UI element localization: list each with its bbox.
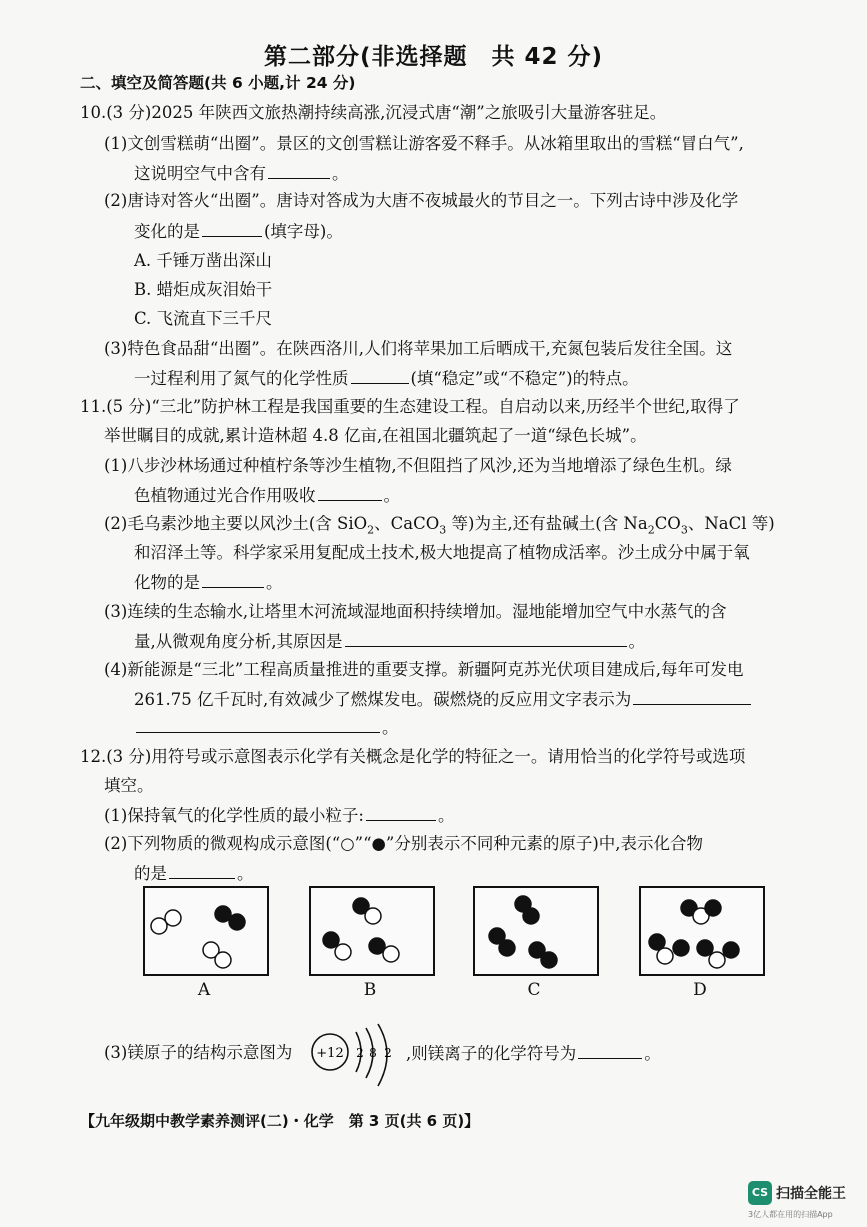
watermark-tagline: 3亿人都在用的扫描App xyxy=(748,1210,833,1219)
q12-part3-suffix: ,则镁离子的化学符号为 。 xyxy=(406,1044,661,1063)
answer-blank[interactable] xyxy=(318,484,382,501)
answer-blank[interactable] xyxy=(169,862,235,879)
q10-part3-line2: 一过程利用了氮气的化学性质 (填“稳定”或“不稳定”)的特点。 xyxy=(134,369,639,388)
q10-option-b: B. 蜡炬成灰泪始干 xyxy=(134,280,273,299)
diagram-label-b: B xyxy=(363,980,377,1000)
diagram-label-c: C xyxy=(527,980,541,1000)
q12-stem-line1: 12.(3 分)用符号或示意图表示化学有关概念是化学的特征之一。请用恰当的化学符号或选项 xyxy=(80,747,746,766)
q11-part4-line2: 261.75 亿千瓦时,有效减少了燃煤发电。碳燃烧的反应用文字表示为 xyxy=(134,688,753,711)
answer-blank[interactable] xyxy=(202,571,264,588)
answer-blank[interactable] xyxy=(578,1042,642,1059)
q10-option-c: C. 飞流直下三千尺 xyxy=(134,309,273,328)
q10-part1-line2: 这说明空气中含有 。 xyxy=(134,164,349,183)
q12-part2-line1: (2)下列物质的微观构成示意图(“○”“●”分别表示不同种元素的原子)中,表示化合物 xyxy=(104,834,704,853)
atom-shells-graphic xyxy=(308,1022,408,1092)
diagram-box-b xyxy=(309,886,435,976)
shell-3-count: 2 xyxy=(384,1046,392,1060)
answer-blank[interactable] xyxy=(345,630,627,647)
camscanner-logo-icon: CS xyxy=(748,1181,772,1205)
magnesium-atom-diagram xyxy=(308,1022,408,1092)
q12-part3-prefix: (3)镁原子的结构示意图为 xyxy=(104,1043,293,1062)
shell-1-count: 2 xyxy=(356,1046,364,1060)
particle-diagrams xyxy=(0,886,867,1006)
section-heading: 二、填空及简答题(共 6 小题,计 24 分) xyxy=(80,74,356,92)
q12-part1: (1)保持氧气的化学性质的最小粒子: 。 xyxy=(104,806,455,825)
diagram-c-particles xyxy=(475,888,597,974)
q11-part2-line3: 化物的是 。 xyxy=(134,573,283,592)
watermark-app-name: 扫描全能王 xyxy=(776,1186,846,1202)
q11-part2-line2: 和沼泽土等。科学家采用复配成土技术,极大地提高了植物成活率。沙土成分中属于氧 xyxy=(134,543,750,562)
q10-part2-line1: (2)唐诗对答火“出圈”。唐诗对答成为大唐不夜城最火的节目之一。下列古诗中涉及化学 xyxy=(104,191,739,210)
diagram-box-c xyxy=(473,886,599,976)
answer-blank[interactable] xyxy=(351,367,409,384)
q11-part4-line3: 。 xyxy=(134,716,399,739)
answer-blank[interactable] xyxy=(633,688,751,705)
q12-part2-line2: 的是 。 xyxy=(134,864,254,883)
answer-blank[interactable] xyxy=(366,804,436,821)
answer-blank[interactable] xyxy=(136,716,380,733)
part-title: 第二部分(非选择题 共 42 分) xyxy=(263,44,604,70)
scanner-watermark xyxy=(748,1181,858,1221)
q11-part1-line2: 色植物通过光合作用吸收 。 xyxy=(134,486,400,505)
q11-part1-line1: (1)八步沙林场通过种植柠条等沙生植物,不但阻挡了风沙,还为当地增添了绿色生机。绿 xyxy=(104,456,732,475)
diagram-d-particles xyxy=(641,888,763,974)
q11-stem-line1: 11.(5 分)“三北”防护林工程是我国重要的生态建设工程。自启动以来,历经半个世纪,取得了 xyxy=(80,397,740,416)
diagram-box-a xyxy=(143,886,269,976)
q11-part2-line1: (2)毛乌素沙地主要以风沙土(含 SiO$_2$、CaCO$_3$ 等)为主,还有盐碱土(含 $Na_2CO_3$、NaCl 等) xyxy=(104,514,775,537)
answer-blank[interactable] xyxy=(268,162,330,179)
q11-stem-line2: 举世瞩目的成就,累计造林超 4.8 亿亩,在祖国北疆筑起了一道“绿色长城”。 xyxy=(104,426,647,445)
shell-2-count: 8 xyxy=(369,1046,377,1060)
diagram-b-particles xyxy=(311,888,433,974)
q10-option-a: A. 千锤万凿出深山 xyxy=(134,251,272,270)
q11-part3-line1: (3)连续的生态输水,让塔里木河流域湿地面积持续增加。湿地能增加空气中水蒸气的含 xyxy=(104,602,727,621)
diagram-box-d xyxy=(639,886,765,976)
q11-part4-line1: (4)新能源是“三北”工程高质量推进的重要支撑。新疆阿克苏光伏项目建成后,每年可发电 xyxy=(104,660,744,679)
q12-stem-line2: 填空。 xyxy=(104,776,154,795)
diagram-label-d: D xyxy=(693,980,707,1000)
nucleus-charge: +12 xyxy=(316,1046,344,1061)
q10-part1-line1: (1)文创雪糕萌“出圈”。景区的文创雪糕让游客爱不释手。从冰箱里取出的雪糕“冒白气”, xyxy=(104,134,744,153)
diagram-a-particles xyxy=(145,888,267,974)
q10-stem: 10.(3 分)2025 年陕西文旅热潮持续高涨,沉浸式唐“潮”之旅吸引大量游客驻足。 xyxy=(80,103,667,122)
answer-blank[interactable] xyxy=(202,220,262,237)
q10-part3-line1: (3)特色食品甜“出圈”。在陕西洛川,人们将苹果加工后晒成干,充氮包装后发往全国。这 xyxy=(104,339,733,358)
page-footer: 【九年级期中教学素养测评(二)・化学 第 3 页(共 6 页)】 xyxy=(80,1112,480,1130)
q10-part2-line2: 变化的是 (填字母)。 xyxy=(134,222,343,241)
q11-part3-line2: 量,从微观角度分析,其原因是 。 xyxy=(134,632,645,651)
diagram-label-a: A xyxy=(197,980,211,1000)
